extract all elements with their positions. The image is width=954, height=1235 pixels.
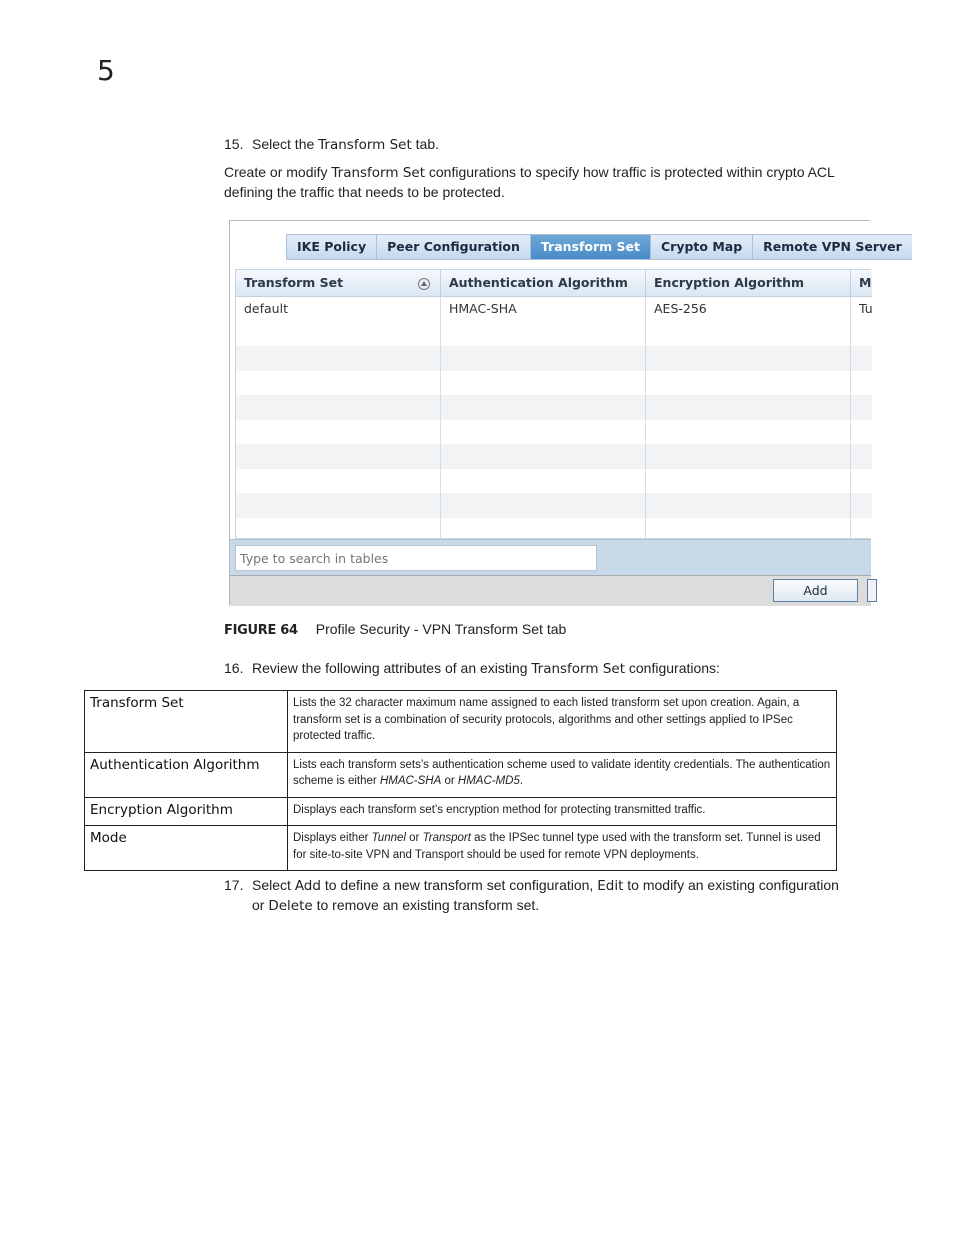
figure-title: Profile Security - VPN Transform Set tab <box>315 621 567 637</box>
step-16 <box>224 659 720 679</box>
attribute-term: Transform Set <box>85 691 288 753</box>
transform-set-table <box>235 269 871 539</box>
table-header <box>236 270 872 297</box>
step-bold-term: Transform Set <box>531 661 625 677</box>
attribute-description: Lists the 32 character maximum name assigned to each listed transform set upon creation. Again, a transform set is a combination of security protocols, algorithms and other settings applied to IPSec protected traffic. <box>288 691 837 753</box>
screenshot-figure <box>229 220 902 605</box>
edit-term: Edit <box>597 878 624 894</box>
sort-ascending-icon[interactable] <box>418 278 430 290</box>
column-header-encryption-algorithm[interactable]: Encryption Algorithm <box>646 270 851 297</box>
intro-text: Create or modify <box>224 164 332 180</box>
step-text: Select the <box>252 136 319 152</box>
table-row[interactable] <box>236 297 872 322</box>
column-header-transform-set[interactable] <box>236 270 441 297</box>
tab-peer-configuration[interactable]: Peer Configuration <box>376 234 530 260</box>
attribute-row <box>85 797 837 826</box>
step-text: tab. <box>411 136 440 152</box>
step-text: configurations: <box>625 660 720 676</box>
cell-authentication-algorithm: HMAC-SHA <box>441 297 646 322</box>
attribute-term: Authentication Algorithm <box>85 752 288 797</box>
empty-row <box>236 395 872 420</box>
step-17-line-2: or Delete to remove an existing transform set. <box>252 897 540 914</box>
figure-label: FIGURE 64 <box>224 623 298 638</box>
tab-ike-policy[interactable]: IKE Policy <box>286 234 376 260</box>
intro-line-1 <box>224 163 835 183</box>
tab-transform-set[interactable]: Transform Set <box>530 234 650 260</box>
cell-transform-set: default <box>236 297 441 322</box>
edit-button-partial[interactable] <box>867 579 877 602</box>
step-text: Review the following attributes of an existing <box>252 660 532 676</box>
cell-mode: Tu <box>859 301 873 316</box>
empty-row <box>236 346 872 371</box>
tab-bar <box>286 234 912 260</box>
intro-text: configurations to specify how traffic is protected within crypto ACL <box>425 164 835 180</box>
empty-row <box>236 322 872 347</box>
attribute-term: Mode <box>85 826 288 871</box>
delete-term: Delete <box>268 898 313 914</box>
column-header-mode[interactable]: M <box>859 275 872 290</box>
empty-row <box>236 469 872 494</box>
attribute-description: Displays either Tunnel or Transport as the IPSec tunnel type used with the transform set. Tunnel is used for site-to-site VPN and Transport should be used for remote VPN deployments. <box>288 826 837 871</box>
attribute-description: Lists each transform sets’s authentication scheme used to validate identity credentials. The authentication scheme is either HMAC-SHA or HMAC-MD5. <box>288 752 837 797</box>
intro-paragraph <box>224 163 835 202</box>
figure-top-band <box>230 221 871 233</box>
chapter-number: 5 <box>97 54 115 87</box>
intro-line-2: defining the traffic that needs to be protected. <box>224 184 505 200</box>
empty-row <box>236 420 872 445</box>
column-label: Transform Set <box>244 275 344 290</box>
step-17 <box>224 876 839 916</box>
table-search-input[interactable] <box>235 545 597 571</box>
cell-encryption-algorithm: AES-256 <box>646 297 851 322</box>
step-15 <box>224 135 439 155</box>
search-bar <box>230 539 871 576</box>
empty-row <box>236 444 872 469</box>
attribute-row <box>85 691 837 753</box>
add-button[interactable]: Add <box>773 579 858 602</box>
step-number: 15. <box>224 136 244 152</box>
step-number: 17. <box>224 877 244 893</box>
attribute-row <box>85 752 837 797</box>
tab-crypto-map[interactable]: Crypto Map <box>650 234 752 260</box>
column-header-authentication-algorithm[interactable]: Authentication Algorithm <box>441 270 646 297</box>
attribute-term: Encryption Algorithm <box>85 797 288 826</box>
button-bar <box>230 575 871 606</box>
attributes-table <box>84 690 837 871</box>
empty-row <box>236 371 872 396</box>
intro-bold-term: Transform Set <box>331 165 425 181</box>
empty-row <box>236 493 872 518</box>
attribute-description: Displays each transform set’s encryption method for protecting transmitted traffic. <box>288 797 837 826</box>
attribute-row <box>85 826 837 871</box>
table-body <box>236 297 872 542</box>
add-term: Add <box>294 878 321 894</box>
tab-remote-vpn-server[interactable]: Remote VPN Server <box>752 234 912 260</box>
step-number: 16. <box>224 660 244 676</box>
step-bold-term: Transform Set <box>318 137 412 153</box>
step-17-line-1: 17. Select Add to define a new transform set configuration, Edit to modify an existing configuration <box>224 877 839 894</box>
figure-caption <box>224 621 566 638</box>
